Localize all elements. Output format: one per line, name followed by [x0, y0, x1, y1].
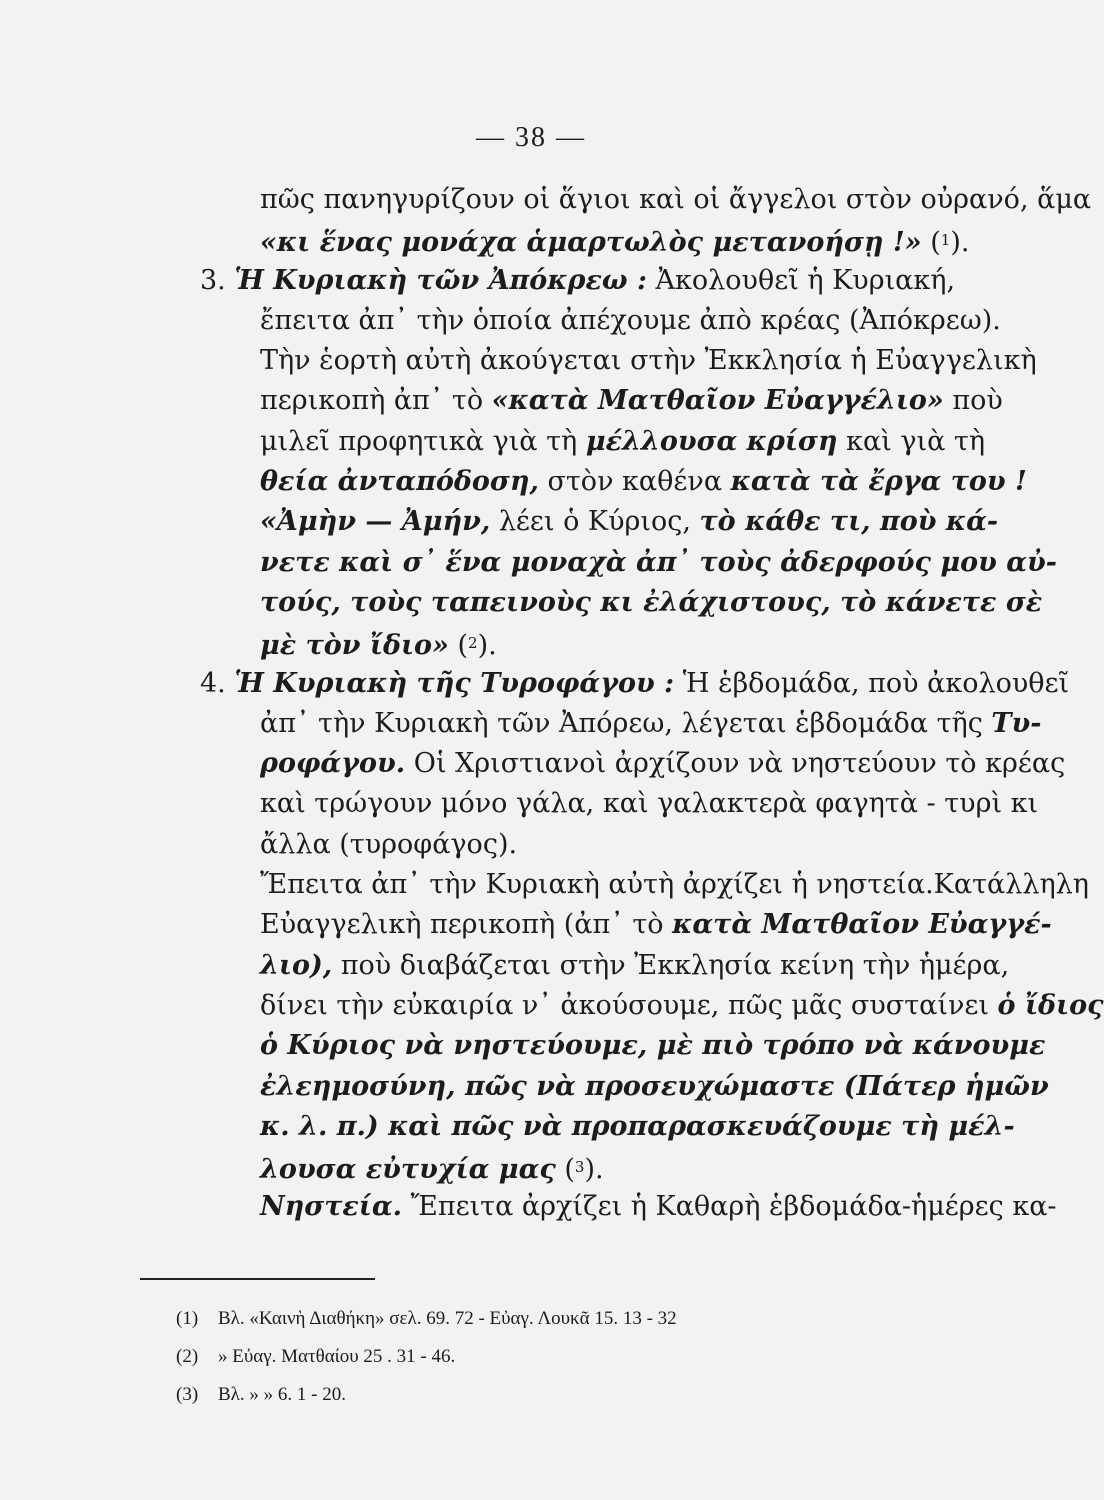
text-span: ἀπ᾽ τὴν Κυριακὴ τῶν Ἀπόρεω, λέγεται ἑβδομάδα τῆς	[260, 707, 992, 739]
text-span: ).	[477, 630, 497, 662]
text-span: Ἡ ἑβδομάδα, ποὺ ἀκολουθεῖ	[674, 667, 1070, 699]
emphasis-text: Ἡ Κυριακὴ τῶν Ἀπόκρεω :	[234, 264, 647, 296]
text-span: (	[448, 630, 469, 662]
text-line	[200, 462, 1027, 502]
emphasis-text: λουσα εὐτυχία μας	[260, 1154, 556, 1186]
text-span: πῶς πανηγυρίζουν οἱ ἅγιοι καὶ οἱ ἄγγελοι στὸν οὐρανό, ἅμα	[260, 184, 1092, 215]
emphasis-text: ροφάγου.	[260, 748, 406, 780]
emphasis-text: Νηστεία.	[260, 1191, 403, 1223]
text-span: λέει ὁ Κύριος,	[490, 506, 700, 538]
emphasis-text: Τυ-	[991, 707, 1042, 739]
footnote-divider	[140, 1278, 375, 1280]
footnote	[176, 1376, 976, 1414]
footnote-ref: 2	[468, 634, 478, 653]
emphasis-text: κατὰ Ματθαῖον Εὐαγγέ-	[672, 909, 1052, 941]
text-line	[200, 664, 1070, 704]
emphasis-text: τούς, τοὺς ταπεινοὺς κι ἐλάχιστους, τὸ κάνετε σὲ	[260, 586, 1043, 618]
text-line	[200, 704, 1042, 744]
text-line	[200, 1067, 1049, 1107]
emphasis-text: μέλλουσα κρίση	[585, 425, 838, 457]
text-span: ποὺ διαβάζεται στὴν Ἐκκλησία κείνη τὴν ἡμέρα,	[332, 949, 1010, 981]
emphasis-text: ἐλεημοσύνη, πῶς νὰ προσευχώμαστε (Πάτερ ἡμῶν	[260, 1070, 1049, 1102]
text-span: ἔπειτα ἀπ᾽ τὴν ὁποία ἀπέχουμε ἀπὸ κρέας (Ἀπόκρεω).	[260, 304, 1001, 336]
text-span: Οἱ Χριστιανοὶ ἀρχίζουν νὰ νηστεύουν τὸ κρέας	[405, 748, 1066, 780]
text-line	[200, 381, 1020, 421]
text-line	[200, 825, 1020, 865]
text-span: 3.	[200, 264, 235, 296]
text-line	[200, 865, 1089, 905]
text-span: ).	[950, 227, 970, 259]
text-span: δίνει τὴν εὐκαιρία ν᾽ ἀκούσουμε, πῶς μᾶς συσταίνει	[260, 989, 998, 1021]
text-span: στὸν καθένα	[538, 466, 731, 498]
text-span: Ἀκολουθεῖ ἡ Κυριακή,	[646, 264, 956, 296]
emphasis-text: λιο),	[260, 949, 333, 981]
emphasis-text: τὸ κάθε τι, ποὺ κά-	[699, 506, 999, 538]
text-line	[200, 744, 1066, 784]
page-number: — 38 —	[476, 122, 586, 153]
text-line	[200, 946, 1020, 986]
text-span: Εὐαγγελικὴ περικοπὴ (ἀπ᾽ τὸ	[260, 909, 673, 941]
text-span: ἄλλα (τυροφάγος).	[260, 828, 518, 860]
emphasis-text: ὁ ἴδιος	[997, 989, 1104, 1021]
emphasis-text: «κατὰ Ματθαῖον Εὐαγγέλιο»	[491, 385, 944, 417]
footnote-text: Βλ. » » 6. 1 - 20.	[218, 1384, 346, 1405]
text-line	[200, 220, 1020, 260]
footnote-label: (3)	[176, 1384, 199, 1405]
text-span: περικοπὴ ἀπ᾽ τὸ	[260, 385, 492, 417]
text-line	[200, 543, 1057, 583]
text-span: Ἔπειτα ἀρχίζει ἡ Καθαρὴ ἑβδομάδα-ἡμέρες κα-	[402, 1191, 1057, 1223]
emphasis-text: θεία ἀνταπόδοση,	[260, 466, 539, 498]
footnote-text: Βλ. «Καινὴ Διαθήκη» σελ. 69. 72 - Εὐαγ. Λουκᾶ 15. 13 - 32	[218, 1308, 677, 1329]
text-span: καὶ γιὰ τὴ	[837, 425, 985, 457]
text-line	[200, 784, 1039, 824]
footnote-text: » Εὐαγ. Ματθαίου 25 . 31 - 46.	[218, 1346, 456, 1367]
emphasis-text: κατὰ τὰ ἔργα του !	[730, 466, 1027, 498]
text-line	[200, 1107, 1020, 1147]
text-line	[200, 905, 1052, 945]
footnote-ref: 1	[940, 231, 951, 250]
footnote-label: (1)	[176, 1308, 199, 1329]
text-span: (	[921, 227, 941, 259]
footnote-ref: 3	[574, 1158, 585, 1177]
text-span: (	[555, 1154, 575, 1186]
emphasis-text: ὁ Κύριος νὰ νηστεύουμε, μὲ πιὸ τρόπο νὰ κάνουμε	[260, 1030, 1046, 1062]
text-line	[200, 261, 1020, 301]
footnotes	[176, 1300, 976, 1414]
footnote-label: (2)	[176, 1346, 199, 1367]
text-line	[200, 422, 1020, 462]
emphasis-text: «κι ἕνας μονάχα ἁμαρτωλὸς μετανοήσῃ !»	[260, 227, 922, 259]
emphasis-text: κ. λ. π.) καὶ πῶς νὰ προπαρασκευάζουμε τὴ μέλ-	[260, 1110, 1015, 1142]
footnote	[176, 1300, 976, 1338]
emphasis-text: μὲ τὸν ἴδιο»	[260, 630, 449, 662]
text-line	[200, 301, 1020, 341]
text-line	[200, 1187, 1057, 1227]
text-span: καὶ τρώγουν μόνο γάλα, καὶ γαλακτερὰ φαγητὰ - τυρὶ κι	[260, 788, 1039, 820]
text-line	[200, 986, 1104, 1026]
text-line	[200, 341, 1037, 381]
text-line	[200, 583, 1043, 623]
text-line	[200, 1147, 1020, 1187]
text-span: Τὴν ἑορτὴ αὐτὴ ἀκούγεται στὴν Ἐκκλησία ἡ Εὐαγγελικὴ	[260, 345, 1037, 377]
emphasis-text: Ἡ Κυριακὴ τῆς Τυροφάγου :	[234, 667, 675, 699]
text-line	[200, 180, 1092, 220]
text-line	[200, 1026, 1046, 1066]
footnote	[176, 1338, 976, 1376]
text-line	[200, 623, 1020, 663]
text-span: ).	[584, 1154, 604, 1186]
text-line	[200, 502, 1020, 542]
text-span: ποὺ	[943, 385, 1003, 417]
text-span: μιλεῖ προφητικὰ γιὰ τὴ	[260, 425, 586, 457]
text-span: 4.	[200, 667, 235, 699]
text-span: Ἔπειτα ἀπ᾽ τὴν Κυριακὴ αὐτὴ ἀρχίζει ἡ νηστεία.Κατάλληλη	[260, 869, 1089, 901]
body-text	[200, 180, 1104, 1228]
emphasis-text: νετε καὶ σ᾽ ἕνα μοναχὰ ἀπ᾽ τοὺς ἀδερφούς μου αὐ-	[260, 546, 1057, 578]
emphasis-text: «Ἀμὴν — Ἀμήν,	[260, 506, 491, 538]
